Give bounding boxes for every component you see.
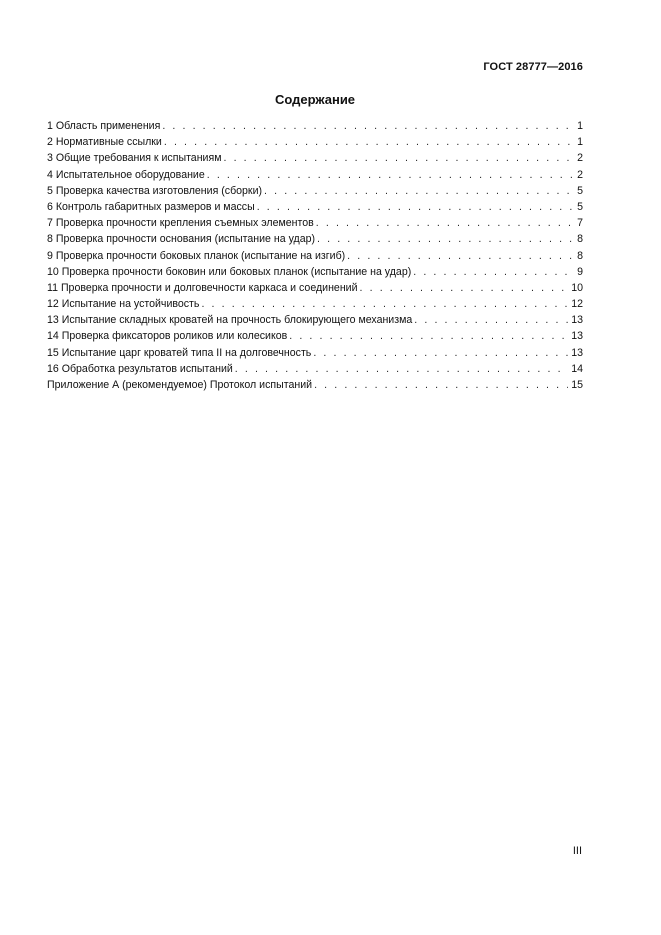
toc-entry-page: 13 [571, 346, 583, 359]
toc-entry[interactable] [47, 118, 583, 134]
toc-entry[interactable] [47, 248, 583, 264]
toc-leader-dots [162, 118, 574, 134]
toc-entry-page: 10 [571, 281, 583, 294]
toc-entry-page: 1 [577, 120, 583, 132]
document-code: ГОСТ 28777—2016 [483, 61, 583, 73]
toc-title: Содержание [274, 92, 356, 107]
toc-entry-page: 2 [577, 168, 583, 181]
toc-entry[interactable] [47, 150, 583, 166]
toc-entry[interactable] [47, 312, 583, 328]
toc-leader-dots [257, 199, 574, 215]
toc-leader-dots [264, 183, 574, 199]
toc-entry-title: 8 Проверка прочности основания (испытание на удар) [47, 233, 316, 246]
toc-entry[interactable] [47, 264, 583, 280]
toc-entry-title: 7 Проверка прочности крепления съемных элементов [47, 217, 314, 230]
toc-entry-title: 9 Проверка прочности боковых планок (испытание на изгиб) [47, 249, 346, 262]
toc-entry-page: 13 [571, 314, 583, 327]
toc-entry[interactable] [47, 280, 583, 296]
toc-entry-title: 10 Проверка прочности боковин или боковых планок (испытание на удар) [47, 265, 412, 278]
toc-entry[interactable] [47, 183, 583, 199]
toc-entry[interactable] [47, 345, 583, 361]
toc-entry-page: 14 [571, 362, 583, 375]
toc-entry-page: 12 [571, 298, 583, 311]
toc-entry-title: Приложение А (рекомендуемое) Протокол испытаний [47, 379, 313, 391]
toc-entry-title: 4 Испытательное оборудование [47, 168, 205, 181]
toc-entry[interactable] [47, 377, 583, 393]
toc-entry-page: 13 [571, 330, 583, 343]
toc-leader-dots [314, 377, 568, 393]
table-of-contents [47, 118, 583, 393]
toc-entry-page: 2 [577, 152, 583, 165]
toc-leader-dots [289, 328, 568, 344]
toc-entry[interactable] [47, 215, 583, 231]
toc-entry-title: 12 Испытание на устойчивость [47, 298, 200, 311]
toc-entry-title: 16 Обработка результатов испытаний [47, 362, 233, 375]
toc-leader-dots [235, 361, 568, 377]
toc-entry-page: 7 [577, 217, 583, 230]
toc-leader-dots [201, 296, 568, 312]
toc-entry-title: 3 Общие требования к испытаниям [47, 152, 222, 165]
toc-entry-page: 8 [577, 233, 583, 246]
toc-entry-page: 8 [577, 249, 583, 262]
toc-leader-dots [360, 280, 569, 296]
toc-entry-title: 11 Проверка прочности и долговечности каркаса и соединений [47, 281, 358, 294]
toc-entry[interactable] [47, 231, 583, 247]
toc-entry[interactable] [47, 296, 583, 312]
toc-entry[interactable] [47, 167, 583, 183]
toc-entry-title: 13 Испытание складных кроватей на прочность блокирующего механизма [47, 314, 413, 327]
toc-entry-title: 14 Проверка фиксаторов роликов или колесиков [47, 330, 288, 343]
toc-entry-title: 2 Нормативные ссылки [47, 136, 162, 149]
toc-entry[interactable] [47, 199, 583, 215]
toc-entry-page: 5 [577, 200, 583, 213]
toc-leader-dots [164, 134, 574, 150]
toc-entry[interactable] [47, 328, 583, 344]
toc-entry-page: 9 [577, 265, 583, 278]
toc-entry-title: 15 Испытание царг кроватей типа II на долговечность [47, 346, 312, 359]
toc-leader-dots [224, 150, 575, 166]
toc-leader-dots [413, 264, 574, 280]
toc-entry[interactable] [47, 361, 583, 377]
toc-leader-dots [316, 215, 574, 231]
page-number: III [572, 845, 582, 857]
toc-leader-dots [317, 231, 574, 247]
toc-leader-dots [207, 167, 574, 183]
toc-entry[interactable] [47, 134, 583, 150]
toc-entry-title: 5 Проверка качества изготовления (сборки) [47, 184, 263, 197]
toc-leader-dots [313, 345, 568, 361]
toc-entry-page: 5 [577, 184, 583, 197]
toc-leader-dots [414, 312, 568, 328]
toc-leader-dots [347, 248, 574, 264]
toc-entry-page: 15 [571, 379, 583, 391]
toc-entry-title: 1 Область применения [47, 120, 161, 132]
toc-entry-title: 6 Контроль габаритных размеров и массы [47, 200, 255, 213]
toc-entry-page: 1 [577, 136, 583, 149]
